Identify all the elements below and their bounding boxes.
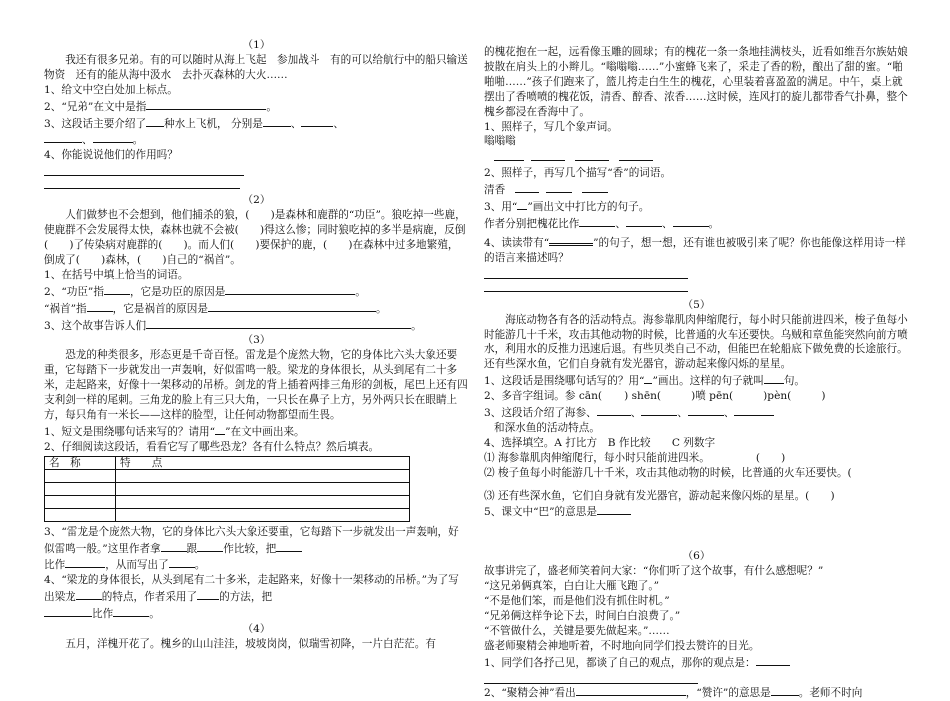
s3-question-4b: 比作 。 (44, 605, 469, 622)
answer-blank[interactable] (87, 300, 113, 312)
answer-blank[interactable] (597, 404, 631, 416)
s5-question-5: 5、课文中“巴”的意思是 (484, 503, 909, 520)
s4-example-2: 清香 (484, 181, 909, 198)
s4-question-4: 4、读读带有“ ”的句子，想一想，还有谁也被吸引来了呢？你也能像这样用诗一样的语言来描述吗？ (484, 232, 909, 266)
s5-question-3b: 和深水鱼的活动特点。 (494, 421, 600, 434)
answer-blank[interactable] (146, 98, 266, 110)
answer-blank[interactable] (619, 149, 653, 161)
s5-question-1: 1、这段话是围绕哪句话写的？用“ ”画出。这样的句子就叫 句。 (484, 372, 909, 389)
answer-blank[interactable] (169, 556, 195, 568)
underline-mark (517, 198, 527, 210)
underline-mark (215, 423, 225, 435)
table-cell[interactable] (116, 508, 410, 521)
answer-blank[interactable] (579, 215, 615, 227)
s4-example-1: 嗡嗡嗡 (484, 135, 516, 148)
s5-question-2: 2、多音字组词。参 cān( ) shēn( )喷 pēn( )pèn( ) (484, 390, 826, 403)
s6-line-5: 盛老师聚精会神地听着，不时地向同学们投去赞许的目光。 (484, 639, 760, 652)
answer-blank[interactable] (197, 540, 223, 552)
section-6-heading: （6） (682, 550, 711, 563)
answer-blank[interactable] (104, 283, 130, 295)
section-3-passage: 恐龙的种类很多，形态更是千奇百怪。雷龙是个庞然大物，它的身体比六头大象还要重，它每踏下一步就发出一声轰响，好似雷鸣一般。梁龙的身体很长，从头到尾有二十多米，走起路来，好像十一架移动的吊桥。剑龙的背上插着两排三角形的剑板，尾巴上还有四支利剑一样的尾刺。三角龙的脸上有三只大角，一只长在鼻子上方，另外两只长在眼睛上方，每只角有一米长——这样的脸型，让任何动物都望而生畏。 (44, 349, 468, 421)
answer-line[interactable] (484, 279, 688, 292)
table-cell[interactable] (45, 482, 116, 495)
dinosaur-table (44, 456, 410, 522)
s6-line-2: “不是他们笨，而是他们没有抓住时机。” (484, 595, 670, 608)
s3-question-3: 3、“雷龙是个庞然大物，它的身体比六头大象还要重，它每踏下一步就发出一声轰响，好似雷鸣一般。”这里作者拿 跟 作比较，把 (44, 525, 459, 555)
s2-question-3: 3、这个故事告诉人们 。 (44, 317, 469, 334)
answer-blank[interactable] (641, 404, 677, 416)
answer-blank[interactable] (494, 149, 524, 161)
right-column (484, 45, 909, 701)
left-column (44, 38, 469, 652)
table-header-name: 名 称 (45, 456, 116, 469)
table-cell[interactable] (116, 469, 410, 482)
s6-question-2: 2、“聚精会神”看出 ，“赞许”的意思是 。老师不时向 (484, 684, 909, 701)
answer-blank[interactable] (576, 684, 686, 696)
section-1-heading: （1） (242, 39, 271, 51)
s1-question-4: 4、你能说说他们的作用吗？ (44, 149, 178, 162)
table-cell[interactable] (116, 482, 410, 495)
answer-line[interactable] (484, 671, 698, 684)
answer-blank[interactable] (688, 404, 724, 416)
table-cell[interactable] (45, 495, 116, 508)
section-2-passage: 人们做梦也不会想到，他们捕杀的狼，( )是森林和鹿群的“功臣”。狼吃掉一些鹿，使鹿群不会发展得太快，森林也就不会被( )得这么惨；同时狼吃掉的多半是病鹿，反倒( )了传染病对鹿群的( )。而人们( )要保护的鹿，( )在森林中过多地繁殖，倒成了( )森林，( )自己的“祸首”。 (44, 209, 466, 266)
answer-blank[interactable] (146, 115, 164, 127)
s1-question-3-cont: 、 。 (44, 131, 469, 148)
answer-line[interactable] (44, 176, 240, 189)
s5-question-4iii: ⑶ 还有些深水鱼，它们自身就有发光器官，游动起来像闪烁的星星。( ) (484, 489, 835, 502)
s2-question-2b: “祸首”指 ，它是祸首的原因是 。 (44, 300, 469, 317)
table-row (45, 469, 410, 482)
answer-blank[interactable] (208, 300, 376, 312)
s4-question-1: 1、照样子，写几个象声词。 (484, 120, 618, 133)
answer-blank[interactable] (626, 215, 662, 227)
section-1-passage: 我还有很多兄弟。有的可以随时从海上飞起 参加战斗 有的可以给航行中的船只输送物资 还有的能从海中汲水 去扑灭森林的大火…… (44, 53, 468, 81)
section-4-passage-start: 五月，洋槐开花了。槐乡的山山洼洼，坡坡岗岗，似瑞雪初降，一片白茫茫。有 (65, 638, 436, 650)
table-cell[interactable] (116, 495, 410, 508)
answer-blank[interactable] (764, 372, 784, 384)
answer-blank[interactable] (575, 149, 609, 161)
answer-blank[interactable] (65, 556, 105, 568)
s3-question-3b: 比作 ，从而写出了 。 (44, 556, 469, 573)
s1-question-1: 1、给文中空白处加上标点。 (44, 83, 178, 96)
answer-blank[interactable] (515, 181, 539, 193)
s4-question-2: 2、照样子，再写几个描写“香”的词语。 (484, 167, 672, 180)
answer-blank[interactable] (197, 588, 219, 600)
answer-blank[interactable] (44, 605, 92, 617)
section-5-heading: （5） (682, 298, 711, 311)
s2-question-1: 1、在括号中填上恰当的词语。 (44, 268, 189, 281)
answer-blank[interactable] (276, 540, 302, 552)
answer-blank[interactable] (161, 540, 187, 552)
s3-question-4: 4、“梁龙的身体很长，从头到尾有二十多米，走起路来，好像十一架移动的吊桥。”为了写出梁龙 的特点，作者采用了 的方法，把 (44, 574, 459, 604)
table-row (45, 495, 410, 508)
answer-blank[interactable] (756, 654, 790, 666)
table-header-features: 特 点 (116, 456, 410, 469)
s2-question-2: 2、“功臣”指 ，它是功臣的原因是 。 (44, 283, 469, 300)
section-4-heading: （4） (242, 623, 271, 636)
s5-question-4i: ⑴ 海参靠肌肉伸缩爬行，每小时只能前进四米。 ( ) (484, 451, 786, 464)
answer-blank[interactable] (263, 115, 291, 127)
s4-question-3b: 作者分别把槐花比作 、 、 。 (484, 215, 909, 232)
s6-line-4: “不管做什么，关键是要先做起来。”…… (484, 624, 670, 637)
s3-question-1: 1、短文是围绕哪句话来写的？请用“ ”在文中画出来。 (44, 423, 469, 440)
section-3-heading: （3） (242, 334, 271, 347)
s6-line-1: “这兄弟俩真笨，白白让大雁飞跑了。” (484, 580, 660, 593)
answer-line[interactable] (44, 163, 244, 176)
answer-blank[interactable] (546, 181, 572, 193)
s5-question-3: 3、这段话介绍了海参、 、 、 、 (484, 404, 909, 421)
answer-blank[interactable] (673, 215, 709, 227)
s1-question-2: 2、“兄弟”在文中是指 。 (44, 98, 469, 115)
s5-question-4: 4、选择填空。A 打比方 B 作比较 C 列数字 (484, 436, 716, 449)
section-5-passage: 海底动物各有各的活动特点。海参靠肌肉伸缩爬行，每小时只能前进四米，梭子鱼每小时能游几十千米，攻击其他动物的时候，比普通的火车还要快。乌贼和章鱼能突然向前方喷水，利用水的反推力迅速后退。有些贝类自己不动，但能巴在轮船底下做免费的长途旅行。还有些深水鱼，它们自身就有发光器官，游动起来像闪烁的星星。 (484, 313, 908, 371)
answer-paren[interactable]: ( ) (755, 451, 786, 464)
answer-blank[interactable] (76, 588, 102, 600)
answer-blank[interactable] (771, 684, 799, 696)
answer-blank[interactable] (93, 131, 133, 143)
s1-question-3: 3、这段话主要介绍了 种水上飞机， 分别是 、 、 (44, 115, 469, 132)
answer-blank[interactable] (44, 131, 82, 143)
s5-question-4ii: ⑵ 梭子鱼每小时能游几十千米，攻击其他动物的时候，比普通的火车还要快。( (484, 466, 852, 479)
underline-mark (549, 232, 593, 246)
answer-blank[interactable] (113, 605, 149, 617)
s4-question-3: 3、用“ ”画出文中打比方的句子。 (484, 198, 909, 215)
s6-line-3: “兄弟俩这样争论下去，时间白白浪费了。” (484, 610, 681, 622)
s6-question-1: 1、同学们各抒己见，都谈了自己的观点，那你的观点是： (484, 654, 909, 671)
answer-blank[interactable] (146, 317, 411, 329)
table-cell[interactable] (45, 469, 116, 482)
table-row (45, 508, 410, 521)
answer-line[interactable] (484, 266, 688, 279)
answer-blank[interactable] (582, 181, 608, 193)
answer-blank[interactable] (531, 149, 565, 161)
answer-blank[interactable] (301, 115, 333, 127)
answer-blank[interactable] (597, 503, 631, 515)
s4-answers-1 (494, 149, 909, 166)
section-6-passage: 故事讲完了，盛老师笑着问大家：“你们听了这个故事，有什么感想呢？” (484, 565, 824, 578)
table-cell[interactable] (45, 508, 116, 521)
section-4-passage-cont: 的槐花抱在一起，远看像玉雕的圆球；有的槐花一条一条地挂满枝头，近看如维吾尔族姑娘披散在肩头上的小辫儿。“嗡嗡嗡……”小蜜蜂飞来了，采走了香的粉，酿出了甜的蜜。“啪啪啪……”孩子们跑来了，篮儿挎走白生生的槐花，心里装着喜盈盈的满足。中午，桌上就摆出了香喷喷的槐花饭，清香、醇香、浓香……这时候，连风打的旋儿都带香气扑鼻，整个槐乡都浸在香海中了。 (484, 46, 908, 118)
section-2-heading: （2） (242, 194, 271, 207)
table-row (45, 482, 410, 495)
s3-question-2: 2、仔细阅读这段话，看看它写了哪些恐龙？各有什么特点？然后填表。 (44, 440, 380, 453)
answer-blank[interactable] (225, 283, 355, 295)
answer-blank[interactable] (734, 404, 774, 416)
